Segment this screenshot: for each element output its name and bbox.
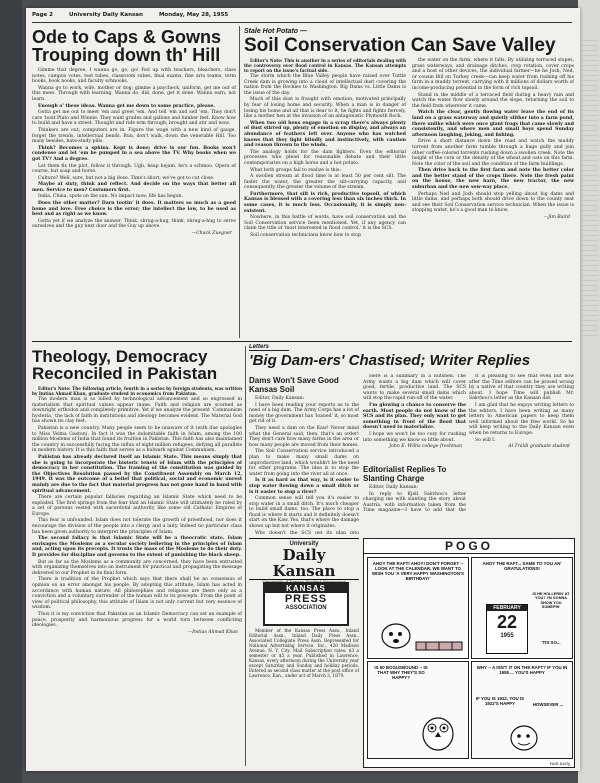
ode-paragraph: Culture? Well, sure, but not a big dose. Time's short; we've got to cut close.	[38, 175, 215, 181]
theology-headline-2: Reconciled in Pakistan	[32, 364, 218, 383]
soil-paragraph: The analogy holds for the dam fighters. Even the editorial processes who plead for reasonable debate and their little contemporaries on a high horse and a hot potato.	[244, 149, 406, 166]
letter-paragraph: Editor, Daily Kansan:	[255, 396, 305, 401]
letter-dams	[249, 374, 359, 534]
soil-paragraph: What both groups fail to realize is this:	[250, 167, 341, 173]
raft-icon	[414, 634, 464, 654]
soil-paragraph: Nowhere, in this battle of words, have soil conservation and the Soil Conservation service been mentioned. Yet, if any agency can claim the title of 'most interested in flood control,' it is the SCS.	[244, 215, 406, 232]
folio-date: Monday, May 28, 1955	[158, 12, 229, 18]
soil-paragraph: A swollen stream at flood time is at least 50 per cent silt. The faster the water, the greater the silt-carrying capacity, and consequently, the greater the volume of the stream.	[244, 174, 406, 191]
letter-paragraph: I am glad that he enjoys writing letters to the editors. I have been writing as many letters to American papers to keep them well informed about the free world. So he will keep writing to the Daily Kansan even when he returns to Europe.	[469, 402, 574, 436]
theology-paragraph: The modern man is so lulled by technological advancement and so engrossed in materialism that spiritual values appear inane. Faith and religion are scorned as downright orthodox and completely primitive. Yet if we analyze the present 'Communism hysteria,' the lack of faith in institutions and ideology becomes evident. The Material God has shown its clay feet.	[32, 397, 242, 425]
soil-kicker: Stale Hot Potato —	[244, 28, 308, 35]
soil-signature: —Jim Baird	[543, 215, 570, 221]
panel2-balloon-a: IS HE HOLLERIN' AT YOU? I'M GONNA SHOW YOU SOMEPIN'	[532, 592, 570, 610]
soil-paragraph: Stand in the middle of a terraced field during a heavy rain and watch the water flow slowly around the slope, returning the soil to the field from wherever it came.	[412, 92, 574, 109]
letter-reply	[469, 374, 574, 534]
letter-paragraph: In reply to Kjell Sakvhou's letter charging me with slanting the story about Austria, with information taken from the Time magazine—I have to add that the	[363, 491, 466, 513]
folio-page: Page 2	[32, 12, 54, 18]
theology-paragraph: There is tradition of the Prophet which says that there shall be no consensus of opinion on an error amongst his people. By adopting this attitude, Islam has acted in accordance with human nature. All philosophies and religions are there only as a conviction and a voluntary surrender of the human will to its precepts. From the point of view of political philosophy, this attitude of Islam is not only current but very essence of wisdom.	[32, 577, 242, 611]
panel3-balloon-b: WHY -- A ISN'T IT ON THE RAFT? IF YOU IN 1955 ... YOU'S HAPPY	[476, 665, 568, 675]
theology-paragraph: Pakistan is a new country. Many people seem to be unaware of it (with due apologies to Miss Velma Gaston). In fact it was the indomitable faith in Islam, among the 100 million Moslems of India that found its fruition in Pakistan. This faith has also maintained the country in successfully facing the influx of eight million refugees, defying all parallels in modern history. It is this faith that serves as a bulwark against Communism.	[32, 425, 242, 454]
letter2-title: Editorialist Replies To Slanting Charge	[363, 465, 447, 483]
masthead-flag	[249, 538, 359, 580]
theology-paragraph: There are certain popular fallacies regarding an Islamic State which need to be exploded. The first springs from the fear that an Islamic State will ultimately be ruled by a set of persons vested with sacerdotal authority like some old Catholic Empires of Europe.	[32, 495, 242, 517]
theology-headline-1: Theology, Democracy	[32, 347, 208, 366]
viewer-left-margin	[0, 0, 22, 783]
letter-paragraph: Editor, Daily Kansan:	[369, 485, 419, 490]
pogo-title: POGO	[364, 539, 574, 554]
panel4-balloon-b: HOWSEVER ...	[532, 702, 564, 707]
ode-paragraph: Maybe at sixty, think and reflect. And decide on the ways that better all men. Service to men? Costumers first.	[32, 182, 236, 193]
soil-paragraph: The storm which the Blue Valley people have raised over Tuttle Creek dam is growing into a cloud of intellectual dust covering the nation from the Rockies to Washington. Big Dams vs. Little Dams is the issue of the day.	[244, 74, 406, 96]
panel3-balloon-a: IS 50 BOGUSBOUND -- IS THAT WHY THEY'S SO HAPPY?	[374, 665, 428, 680]
letters-label: Letters	[249, 344, 289, 351]
letter-paragraph: So will I.	[475, 437, 496, 443]
letter-paragraph: Why doesn't the SCS get its plan into	[255, 530, 359, 534]
ode-paragraph: Does the other matter? Darn tootin' it does. It matters so much as a good home and love. Free choice is the error; the intellect the low, to be used as best and as right as we know.	[32, 201, 236, 218]
panel1-balloon-b: AHOY THE RAFT... SAME TO YOU AN' GRATULATIONS!	[482, 561, 562, 571]
column-rule	[239, 26, 240, 338]
soil-paragraph: Perhaps Ned and Josh should stop yelling about big dams and little dams, and perhaps both should drive down to the county seat and see their Soil Conservation service technician. When the issue is stopping water, he's a good man to know.	[412, 191, 574, 214]
soil-paragraph: Soil conservation technicians know how to stop	[250, 233, 361, 239]
kpa-line-1: KANSAS	[265, 584, 347, 593]
letters-headline: 'Big Dam-ers' Chastised; Writer Replies	[249, 352, 531, 369]
soil-paragraph: When two old hens engage in a scrap there's always plenty of dust stirred up, plenty of emotion on display, and always an abundance of feathers left over. Anyone who has watched knows that they fight blindly and instinctively, with caution and reason thrown to the winds.	[244, 120, 406, 149]
calendar-day: 22	[496, 612, 518, 632]
ode-paragraph: Think? Becomes a sphinx. Kept is done; drive is our fun. Books won't condense and let 'em be pumped in a sea above the TV. Why books when we got TV? And a degree.	[32, 145, 236, 162]
masthead-title: Daily Kansan	[272, 546, 336, 580]
masthead	[249, 538, 359, 766]
theology-paragraph: Thus it is my conviction that Pakistan as an Islamic Democracy can set an example of peace, prosperity and harmonious progress for a world torn between conflicting ideologies.	[32, 611, 242, 629]
letter1-signature: John E. Willis college freshman	[389, 444, 462, 450]
pogo-panel-3	[367, 661, 469, 759]
letter-paragraph: I hope we won't be too cozy for rushing into something we know so little about.	[363, 431, 466, 443]
possum-character-icon	[376, 614, 416, 654]
kpa-line-2: PRESS	[284, 593, 328, 605]
soil-paragraph: Furthermore, that silt is rich, productive topsoil, of which Kansas is blessed with a covering less than six inches thick. In some cases, it is much less. Occasionally, it is simply non-existent.	[244, 191, 406, 214]
adjacent-page-edge	[578, 0, 600, 783]
calendar	[486, 604, 528, 654]
theology-paragraph: Pakistan has already declared itself an Islamic State. This means simply that she is going to incorporate the historic tenets of Islam with the principles of democracy in her constitution. The framing of the constitution was guided by the Objectives Resolution passed by the Constituent Assembly on March 12, 1949. It was the outcome of a belief that political, social and economic unrest mainly are due to the fact that material progress has not gone hand in hand with spiritual advancement.	[32, 454, 242, 494]
ode-paragraph: Enough o' these ideas. Wanna get me down to some practice, please.	[38, 103, 215, 109]
adjacent-page-text	[582, 40, 598, 340]
letter-paragraph: The Soil Conservation service introduced a plan to make many small dams on unproductive land, which wouldn't be the need for other programs. The idea is to stop the water from going into the river all at once.	[249, 449, 359, 477]
calendar-month: FEBRUARY	[487, 605, 527, 611]
calendar-year: 1955	[500, 633, 514, 639]
letter-reply-head	[363, 463, 466, 513]
theology-editor-note: Editor's Note: The following article, fourth in a series by foreign students, was written by Imtias Ahmad Khan, graduate student in economics from Pakistan.	[32, 386, 242, 396]
ode-headline-1: Ode to Caps & Gowns	[32, 27, 222, 47]
pogo-comic	[363, 538, 575, 768]
letter-paragraph: It is pleasing to see that even but now after the Time editors can be prosed wrong by a native of that country they are writing about. I hope Time will publish Mr. Sakvhou's letter as the Kansan did.	[469, 374, 574, 402]
ode-body	[32, 68, 236, 230]
ode-paragraph: Thinkers are out; computers are in. Figure the wage with a new kind of gauge, forget the trends, intellectual bends. Run, don't walk, down the venerable Hill. Too many besides, hate-study pills.	[32, 127, 236, 145]
newspaper-page	[26, 8, 580, 771]
letter-paragraph: They need a dam on the Kaw! Never mind what the General said, then, that's an order! They don't care how many farms in the area or how many people are moved from their homes.	[249, 425, 359, 448]
ode-signature: —Chuck Zuegner	[191, 231, 232, 237]
letter-paragraph: Is it as hard as that way, is it easier to stop water flowing down a small ditch or is it easier to stop a river?	[249, 478, 359, 495]
folio-paper: University Daily Kansan	[69, 12, 143, 18]
owl-character-icon	[418, 708, 458, 752]
letter-paragraph: Here is a summary in a nutshell. The Army wants a big dam which will cover good, fertile, productive land. The SCS wants to make several small dams which will stop the rapid run-off of the water.	[363, 374, 466, 402]
masthead-name: University	[289, 541, 319, 547]
ode-paragraph: Wanna go to work, wife, mother or dog; gimme a paycheck, uniform, get me out of this mess. Through with learning. Wanna do, did, done, get it done. Wanna earn, not learn.	[32, 85, 236, 102]
pogo-character-icon	[506, 718, 542, 754]
letter2-signature: Al Traldi graduate student	[508, 444, 570, 450]
pogo-panel-1	[367, 557, 469, 659]
letter-paragraph: Common sense will tell you it's easier to stop water in a small ditch. It's much cheaper to build small dams, too. The place to stop a flood is where it starts and it definitely doesn't start on the Kaw. Yes, that's where the damage shows up but not where it originates.	[249, 496, 359, 530]
panel2-balloon-b: 'TIS SO...	[541, 640, 561, 645]
soil-paragraph: Then drive back to the first farm and note the better color and the better stand of the crops there. Note the fresh paint on the house, the new barn, the new tractor, the new suburban and the new sow-way place.	[412, 168, 574, 191]
section-rule	[32, 341, 572, 342]
ode-paragraph: Let them fix the plot, follow it through. Ugh, heap bejam, he's a schmoo. Opera of course, but soap and horse.	[32, 163, 236, 175]
ode-article	[32, 26, 236, 338]
soil-paragraph: the water on the farm, where it falls. By utilizing terraced slopes, grass waterways, and drainage ditches, crop rotation, cover crops and a host of other devices, the individual farmer—be he Josh, Ned, or cousin Bill on Turkey creek—can keep water from rushing off his farm in a muddy torrent, carrying with it millions of dollars worth of income-producing potential in the form of rich topsoil.	[412, 58, 574, 91]
panel1-balloon-a: AHOY THE RAFT! AHOY! DON'T FORGET -- LOOK AT THE CALENDAR, WE WANT TO WISH YOU 'A VERY HAPPY WASHINGTON'S BIRTHDAY!'	[372, 561, 464, 581]
masthead-text: Member of the Kansas Press Assn., Inland Editorial Assn., Inland Daily Press Assn., Associated Collegiate Press Assn. Represented for National Advertising Service, Inc., 420 Madison Avenue, N. Y. City. Mail Subscription rates: $3 a semester or $5 a year. Published in Lawrence, Kansas, every afternoon during the University year except Saturday and Sunday and holiday periods. Entered as second class matter at the post office of Lawrence, Kan., under act of March 3, 1879.	[249, 628, 359, 678]
theology-paragraph: The second fallacy is that Islamic State will be a theocratic state. Islam envisages the Moslems as a secular society believing in the principles of Islam and, acting upon its precepts. It trusts the mass of the Moslems to do their duty. It provides for discipline and governs to the extent of punishing the black sheep.	[32, 536, 242, 559]
theology-signature: —Imtias Ahmad Khan	[187, 629, 238, 635]
column-rule	[245, 346, 246, 766]
ode-paragraph: India, China, spots on the sun. No impact now; life has begun.	[38, 194, 184, 200]
ode-headline-2: Trouping down th' Hill	[32, 45, 221, 65]
soil-headline: Soil Conservation Can Save Valley	[244, 35, 556, 56]
soil-article	[244, 26, 574, 338]
soil-paragraph: Much of this dust is fraught with emotion, motivated principally by fear of losing home and security. When a man is in danger of losing his home and all that is dear to it, he fights and fights fiercely, like a mother hen at the invasion of an antagonistic Plymouth Rock.	[244, 97, 406, 120]
ode-paragraph: Gotta get me out to meet 'em and greet 'em. And tell 'em and sell 'em. They don't care 'bout Plato and Winnie. They want grades and gallons and lumber feet. Know how to build and have a street. Thought and ride erm through; brought and stir and wow.	[32, 110, 236, 127]
pogo-panel-4	[471, 661, 573, 759]
kpa-line-3: ASSOCIATION	[285, 605, 327, 611]
folio-line	[32, 12, 572, 23]
panel4-balloon-a: IF YOU IS 1922, YOU IS 1922'S HAPPY	[475, 696, 525, 706]
soil-column-1	[244, 58, 406, 240]
ode-paragraph: Gotta yet if we analyze the answer. Think, shrug-a-hug, think, shrug-a-hug to serve ourselves and the guy next door and the Guy up above.	[32, 218, 236, 230]
letter1-title: Dams Won't Save Good Kansas Soil	[249, 376, 339, 394]
soil-paragraph: Drive a short distance down the road and watch the muddy torrent from another farm tumble through a huge gully and join other coffee-colored torrents rushing down a swollen creek. Note the height of the corn or the density of the wheat and oats on this farm. Note the color of the soil and the condition of the farm buildings.	[412, 139, 574, 167]
theology-article	[32, 346, 242, 766]
kpa-logo	[263, 582, 349, 626]
theology-paragraph: But as far as the Moslems as a community are concerned, they have been entrusted with organizing themselves into an instrument for practical and propagating the message delivered to our Prophet in its final form.	[32, 559, 242, 576]
pogo-credit: Walt Kelly	[549, 761, 570, 766]
soil-column-2	[412, 58, 574, 240]
soil-paragraph: Watch the clear, gently flowing water leave the end of its land on a grass waterway and quietly slither into a farm pond, there unlike which were once giant frogs that came slowly and consistently, and where men and small boys spend Sunday afternoon laughing, joking, and fishing.	[412, 110, 574, 138]
pogo-panel-2	[471, 557, 573, 659]
letter-paragraph: I'm glowing a chance to conserve the earth. Most people do not know of the SCS and its plan. They only want to get something in front of the flood that doesn't need to materialize.	[363, 402, 466, 431]
theology-paragraph: This fear is unfounded. Islam does not tolerate the growth of priesthood, nor does it encourage the division of the people into a clergy and a laity. Indeed no particular class has been given authority to interpret the principles of Islam.	[32, 518, 242, 535]
letters-section	[249, 344, 574, 374]
ode-paragraph: Gimme that degree, I wanna go, go, go! Fed up with teachers, bleachers, class notes, campus votes, test tubes, classroom rubes, final exams, fine arts teams, term books, book nooks, and faculty schnooks.	[32, 68, 236, 85]
soil-editor-note: Editor's Note: This is another in a series of editorials dealing with the controversy over flood control in Kansas. The Kansan attempts to report on the issue's factual side.	[244, 58, 406, 73]
letter-paragraph: I have been reading your reports as to the need of a big dam. The Army Corps has a lot of money the government has 'loaned' it, so most get rid of it.	[249, 402, 359, 425]
